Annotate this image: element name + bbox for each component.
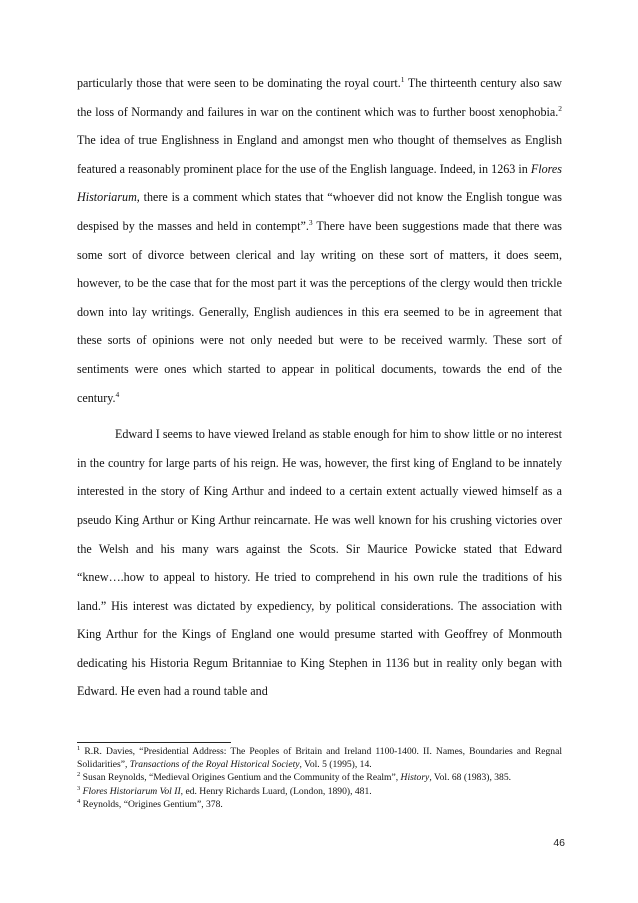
paragraph-1-text-e: There have been suggestions made that there was some sort of divorce between clerical and lay writing on these sort of matters, it does seem, however, to be the case that for the most part it was the perceptions of the clergy would then trickle down into lay writings. Generally, English audiences in this era seemed to be in agreement that these sorts of opinions were not only needed but were to be received warmly. These sort of sentiments were ones which started to appear in political documents, towards the end of the century. (77, 218, 563, 405)
footnote-ref-2: 2 (558, 103, 562, 113)
page-number: 46 (553, 837, 565, 849)
footnote-3 (77, 785, 562, 798)
footnote-marker-4: 4 (77, 797, 81, 805)
footnote-4-text-a: Reynolds, “Origines Gentium”, 378. (80, 798, 223, 810)
footnote-marker-2: 2 (77, 771, 81, 779)
paragraph-1-text-b: The thirteenth century also saw the loss of Normandy and failures in war on the continent which was to further boost xenophobia. (77, 76, 562, 119)
footnote-ref-4: 4 (115, 389, 120, 399)
paragraph-2: Edward I seems to have viewed Ireland as stable enough for him to show little or no interest in the country for large parts of his reign. He was, however, the first king of England to be innately interested in the story of King Arthur and indeed to a certain extent actually viewed himself as a pseudo King Arthur or King Arthur reincarnate. He was well known for his crushing victories over the Welsh and his many wars against the Scots. Sir Maurice Powicke stated that Edward “knew….how to appeal to history. He tried to comprehend in his own rule the traditions of his land.” His interest was dictated by expediency, by political considerations. The association with King Arthur for the Kings of England one would presume started with Geoffrey of Monmouth dedicating his Historia Regum Britanniae to King Stephen in 1136 but in reality only began with Edward. He even had a round table and (77, 427, 562, 699)
footnote-2 (77, 771, 562, 784)
footnote-3-text-b: , ed. Henry Richards Luard, (London, 1890), 481. (180, 785, 372, 797)
work-title: Flores Historiarum, (77, 161, 562, 205)
footnote-marker-3: 3 (77, 784, 81, 792)
paragraph-1-text-a: particularly those that were seen to be dominating the royal court. (77, 76, 401, 90)
footnote-marker-1: 1 (77, 745, 81, 752)
paragraph-1-text-c: The idea of true Englishness in England and amongst men who thought of themselves as English featured a reasonably prominent place for the use of the English language. Indeed, in 1263 in (77, 133, 562, 176)
footnote-2-text-a: Susan Reynolds, “Medieval Origines Gentium and the Community of the Realm”, (80, 772, 401, 784)
body-text (77, 69, 562, 706)
footnote-ref-1: 1 (400, 75, 405, 84)
footnotes (77, 745, 562, 811)
paragraph-1 (77, 69, 562, 412)
footnote-separator (77, 742, 231, 743)
footnote-1-title: Transactions of the Royal Historical Society (129, 759, 300, 771)
footnote-1-text-a: R.R. Davies, “Presidential Address: The Peoples of Britain and Ireland 1100-1400. II. Names, Boundaries and Regnal Solidarities”, (77, 746, 562, 771)
footnote-3-title: Flores Historiarum Vol II (82, 785, 181, 797)
footnote-4 (77, 798, 562, 811)
footnote-2-title: History (400, 772, 430, 784)
footnote-1 (77, 745, 562, 771)
footnote-ref-3: 3 (308, 217, 313, 227)
footnote-2-text-b: , Vol. 68 (1983), 385. (429, 772, 512, 784)
paragraph-1-text-d: there is a comment which states that “whoever did not know the English tongue was despised by the masses and held in contempt”. (77, 190, 562, 233)
footnote-1-text-b: , Vol. 5 (1995), 14. (299, 759, 372, 771)
